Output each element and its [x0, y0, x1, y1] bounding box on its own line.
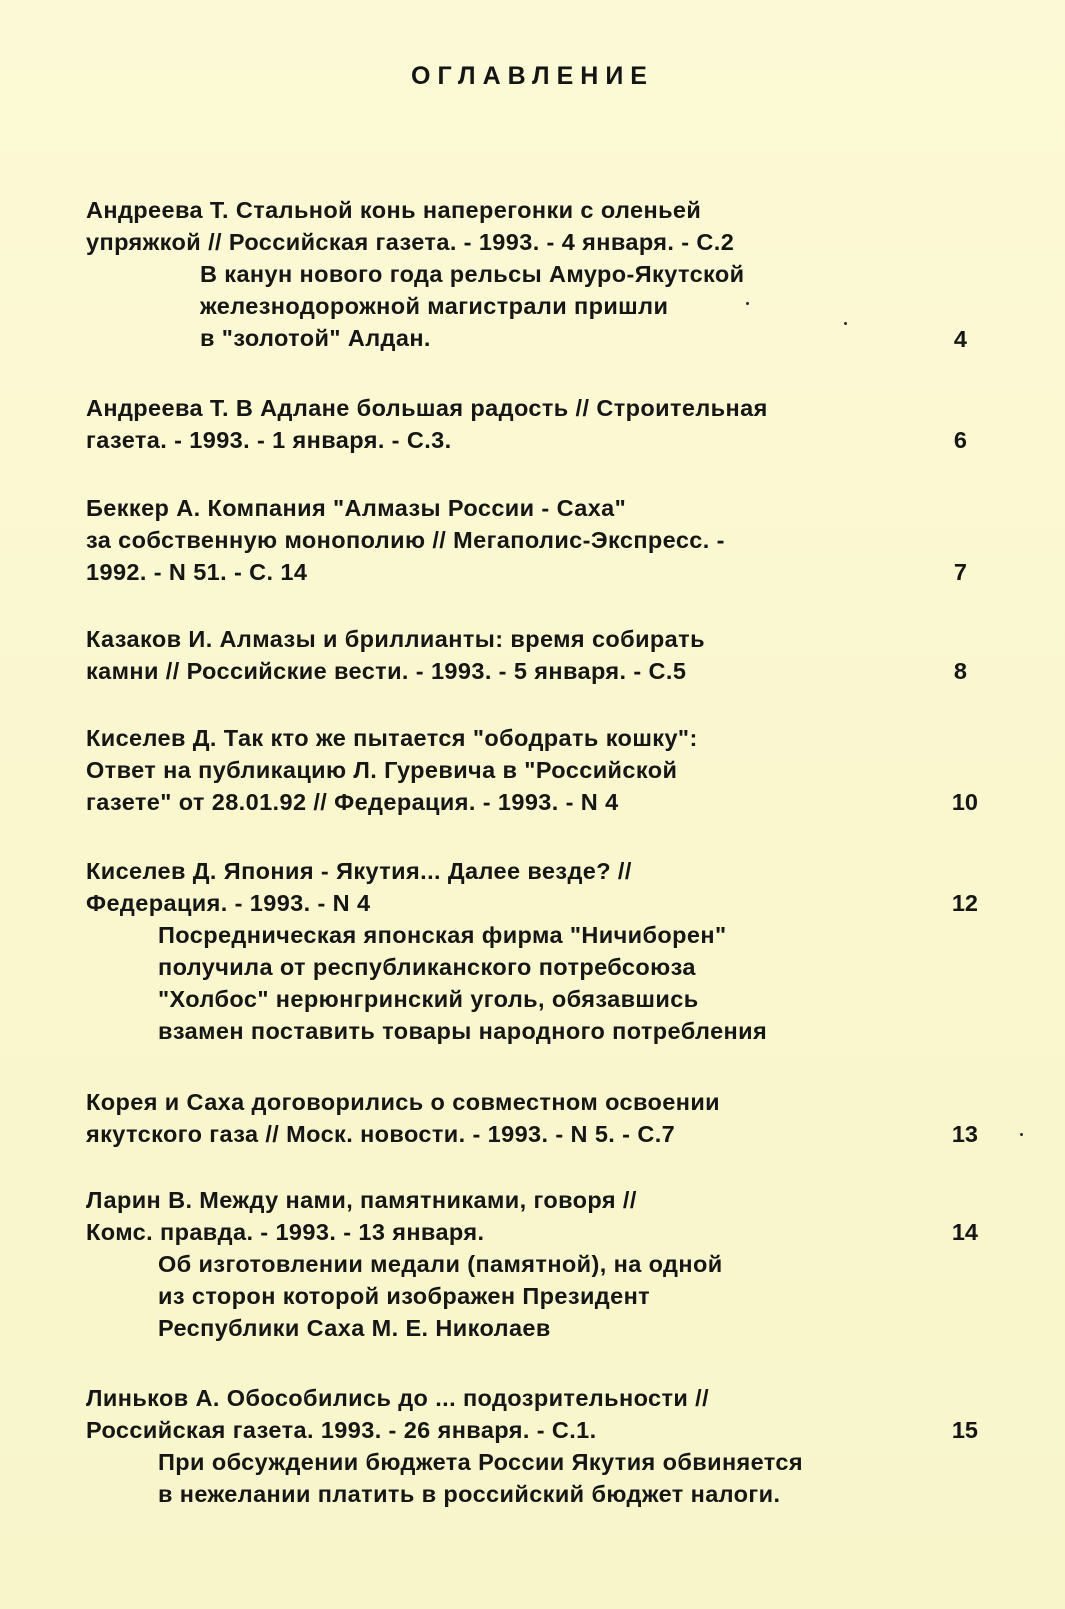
entry-annotation: взамен поставить товары народного потребления	[158, 1018, 768, 1044]
entry-line: Киселев Д. Так кто же пытается "ободрать кошку":	[86, 725, 698, 751]
entry-line: Киселев Д. Япония - Якутия... Далее везде? //	[86, 858, 632, 884]
entry-line: Казаков И. Алмазы и бриллианты: время собирать	[86, 626, 705, 652]
page-number: 12	[951, 890, 978, 916]
scan-speck	[746, 302, 749, 305]
entry-annotation: Республики Саха М. Е. Николаев	[158, 1315, 551, 1341]
scan-speck	[844, 322, 847, 325]
entry-line: Комс. правда. - 1993. - 13 января.	[86, 1219, 485, 1245]
entry-line: Федерация. - 1993. - N 4	[86, 890, 371, 916]
entry-line: Ответ на публикацию Л. Гуревича в "Российской	[86, 757, 678, 783]
entry-annotation: в нежелании платить в российский бюджет налоги.	[158, 1481, 781, 1507]
entry-line: Ларин В. Между нами, памятниками, говоря //	[86, 1187, 637, 1213]
entry-annotation: "Холбос" нерюнгринский уголь, обязавшись	[158, 986, 699, 1012]
page-number: 15	[951, 1417, 978, 1443]
toc-entry	[86, 392, 986, 456]
page-number: 13	[951, 1121, 978, 1147]
scan-speck	[1020, 1133, 1023, 1136]
toc-entry	[86, 492, 986, 588]
entry-line: за собственную монополию // Мегаполис-Экспресс. -	[86, 527, 725, 553]
toc-entry	[86, 1086, 986, 1150]
toc-entry	[86, 623, 986, 687]
entry-line: Линьков А. Обособились до ... подозрительности //	[86, 1385, 710, 1411]
page-number: 10	[951, 789, 978, 815]
page-number: 6	[953, 427, 967, 453]
entry-annotation: получила от республиканского потребсоюза	[158, 954, 696, 980]
toc-entry	[86, 722, 986, 818]
entry-annotation: Посредническая японская фирма "Ничиборен"	[158, 922, 727, 948]
page-number: 14	[951, 1219, 978, 1245]
entry-line: якутского газа // Моск. новости. - 1993. - N 5. - С.7	[86, 1121, 676, 1147]
entry-line: 1992. - N 51. - С. 14	[86, 559, 308, 585]
entry-line: газете" от 28.01.92 // Федерация. - 1993. - N 4	[86, 789, 619, 815]
toc-entry	[86, 1382, 986, 1510]
entry-line: газета. - 1993. - 1 января. - С.3.	[86, 427, 452, 453]
entry-annotation: Об изготовлении медали (памятной), на одной	[158, 1251, 723, 1277]
entry-annotation: в "золотой" Алдан.	[200, 325, 431, 351]
entry-line: камни // Российские вести. - 1993. - 5 января. - С.5	[86, 658, 687, 684]
page-number: 8	[953, 658, 967, 684]
page-title: ОГЛАВЛЕНИЕ	[411, 62, 654, 90]
toc-entry	[86, 194, 986, 354]
entry-line: Корея и Саха договорились о совместном освоении	[86, 1089, 721, 1115]
entry-annotation: из сторон которой изображен Президент	[158, 1283, 651, 1309]
entry-annotation: железнодорожной магистрали пришли	[200, 293, 669, 319]
toc-entry	[86, 1184, 986, 1344]
page-number: 4	[953, 326, 967, 352]
entry-line: Андреева Т. В Адлане большая радость // Строительная	[86, 395, 768, 421]
entry-line: упряжкой // Российская газета. - 1993. - 4 января. - С.2	[86, 229, 735, 255]
page-number: 7	[953, 559, 967, 585]
entry-line: Андреева Т. Стальной конь наперегонки с оленьей	[86, 197, 702, 223]
entry-annotation: В канун нового года рельсы Амуро-Якутской	[200, 261, 745, 287]
entry-annotation: При обсуждении бюджета России Якутия обвиняется	[158, 1449, 803, 1475]
entry-line: Беккер А. Компания "Алмазы России - Саха"	[86, 495, 627, 521]
entry-line: Российская газета. 1993. - 26 января. - С.1.	[86, 1417, 597, 1443]
toc-entry	[86, 855, 986, 1047]
